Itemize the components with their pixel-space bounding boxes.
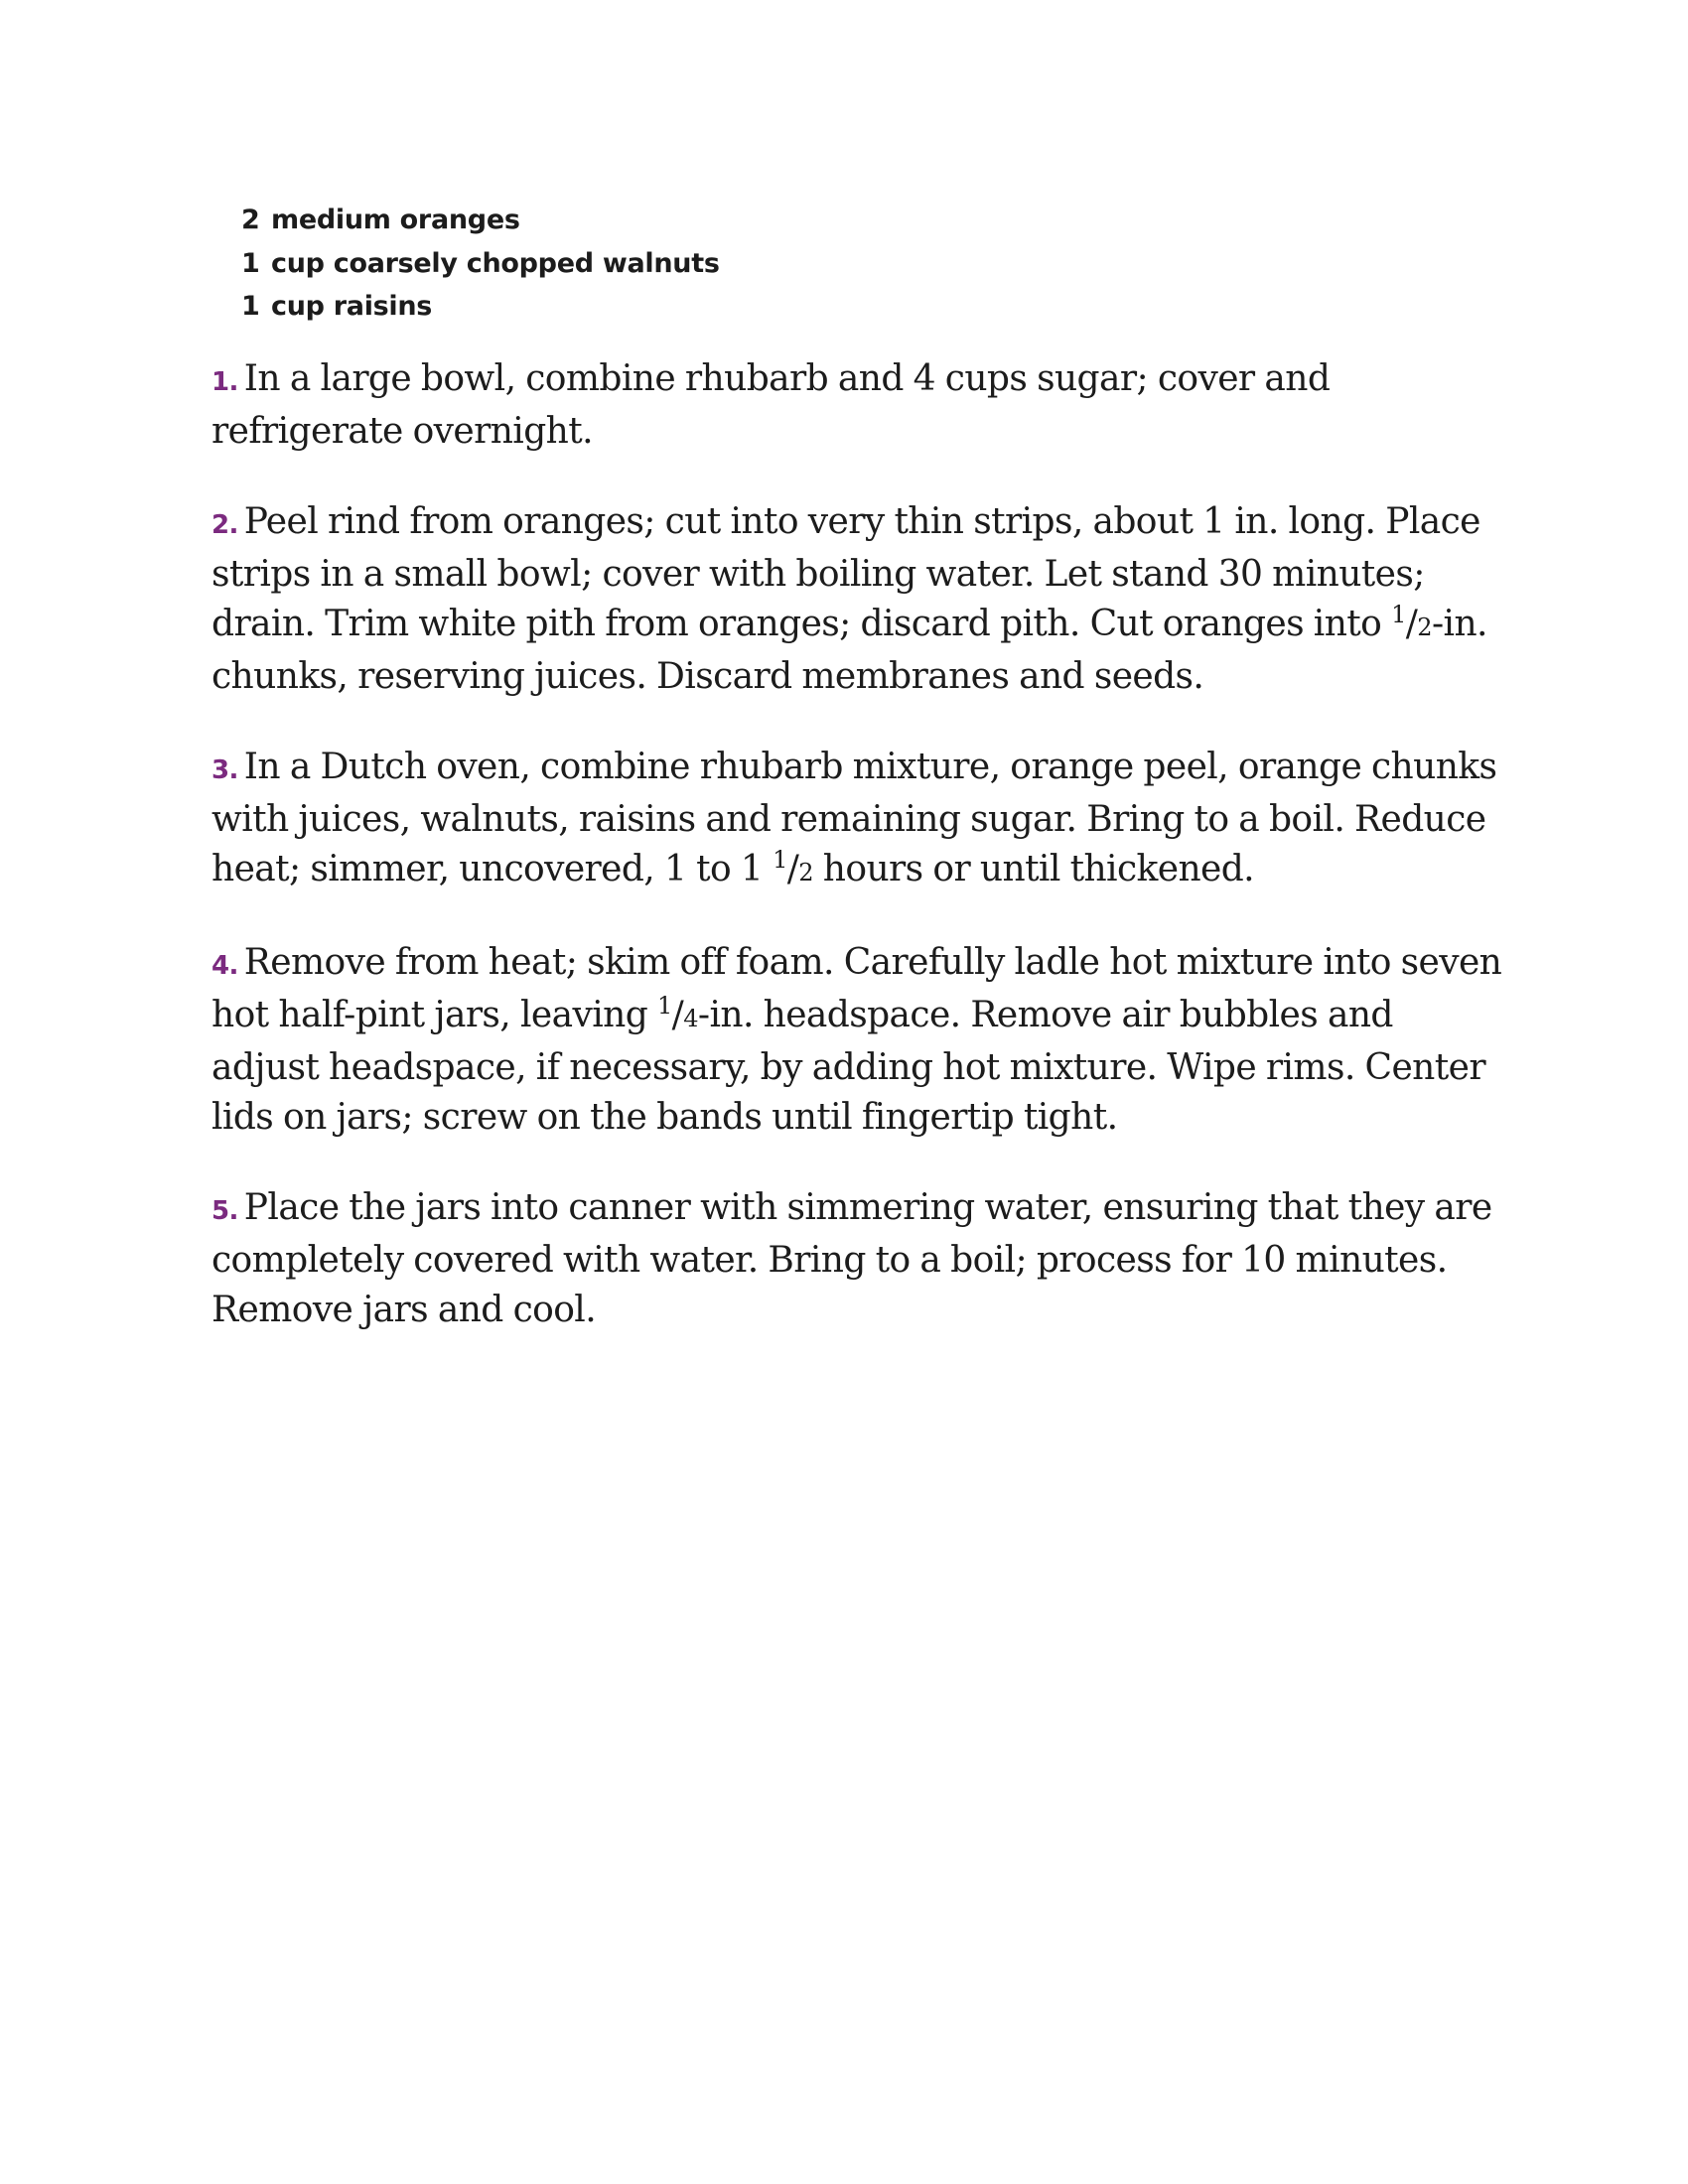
instruction-step	[211, 354, 1502, 457]
step-number: 3.	[211, 754, 238, 785]
step-number: 5.	[211, 1195, 238, 1226]
ingredient-name: medium oranges	[271, 205, 520, 235]
fraction-denominator: 2	[1417, 613, 1432, 641]
ingredient-name: cup raisins	[271, 291, 433, 322]
step-text: Remove from heat; skim off foam. Carefully ladle hot mixture into seven hot half-pint jars, leaving	[211, 941, 1502, 1035]
instruction-step	[211, 938, 1502, 1143]
instruction-step	[211, 743, 1502, 897]
step-text: Peel rind from oranges; cut into very thin strips, about 1 in. long. Place strips in a small bowl; cover with boiling water. Let stand 30 minutes; drain. Trim white pith from oranges; discard pith. Cut oranges into	[211, 500, 1480, 644]
ingredient-item	[241, 285, 1502, 329]
step-text: hours or until thickened.	[812, 848, 1255, 889]
step-text: In a Dutch oven, combine rhubarb mixture, orange peel, orange chunks with juices, walnuts, raisins and remaining sugar. Bring to a boil. Reduce heat; simmer, uncovered, 1 to 1	[211, 746, 1497, 889]
ingredient-list	[241, 199, 1502, 329]
step-text: -in. chunks, reserving juices. Discard membranes and seeds.	[211, 603, 1487, 697]
step-number: 4.	[211, 950, 238, 981]
step-text: -in. headspace. Remove air bubbles and adjust headspace, if necessary, by adding hot mixture. Wipe rims. Center lids on jars; screw on the bands until fingertip tight.	[211, 994, 1485, 1138]
recipe-page	[211, 199, 1502, 1376]
ingredient-quantity: 2	[241, 205, 260, 235]
ingredient-item	[241, 242, 1502, 286]
step-text: In a large bowl, combine rhubarb and 4 cups sugar; cover and refrigerate overnight.	[211, 357, 1331, 452]
fraction-slash: /	[1405, 603, 1418, 644]
instruction-step	[211, 1183, 1502, 1335]
fraction-numerator: 1	[657, 991, 672, 1020]
fraction-numerator: 1	[1391, 600, 1406, 628]
fraction-denominator: 4	[683, 1004, 698, 1032]
fraction-numerator: 1	[773, 845, 787, 874]
fraction-denominator: 2	[798, 858, 813, 887]
fraction-slash: /	[671, 994, 684, 1035]
ingredient-quantity: 1	[241, 291, 260, 322]
ingredient-name: cup coarsely chopped walnuts	[271, 247, 720, 279]
instruction-steps	[211, 354, 1502, 1335]
instruction-step	[211, 497, 1502, 702]
step-number: 2.	[211, 509, 238, 540]
fraction-slash: /	[786, 848, 799, 889]
step-text: Place the jars into canner with simmering water, ensuring that they are completely covered with water. Bring to a boil; process for 10 minutes. Remove jars and cool.	[211, 1186, 1492, 1330]
ingredient-quantity: 1	[241, 247, 260, 279]
ingredient-item	[241, 199, 1502, 242]
step-number: 1.	[211, 366, 238, 397]
